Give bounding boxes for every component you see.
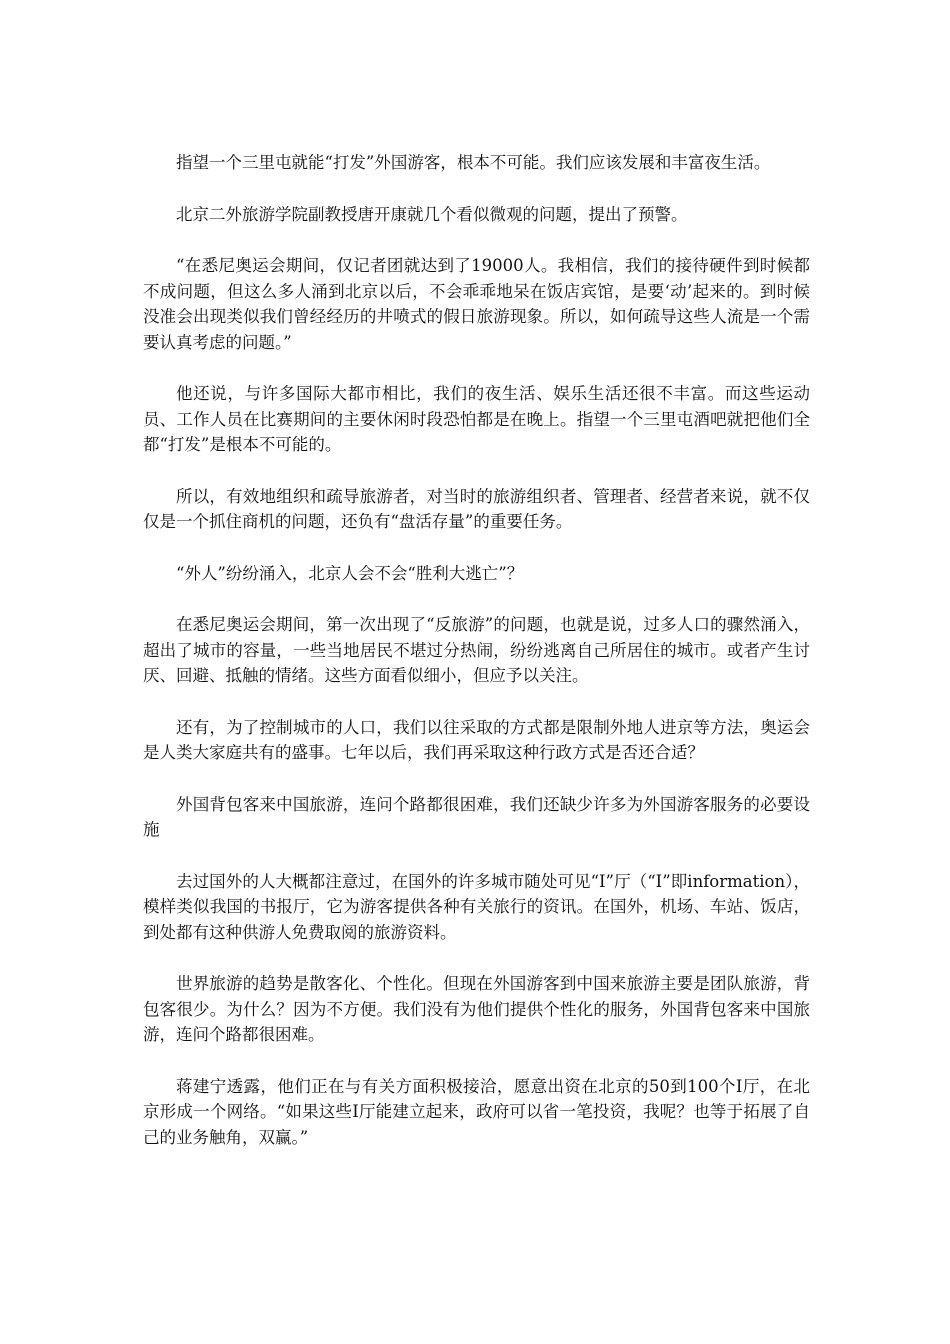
paragraph-8: 还有，为了控制城市的人口，我们以往采取的方式都是限制外地人进京等方法，奥运会是人类大家庭共有的盛事。七年以后，我们再采取这种行政方式是否还合适？	[143, 717, 810, 762]
paragraph-10: 去过国外的人大概都注意过，在国外的许多城市随处可见“I”厅（“I”即information），模样类似我国的书报厅，它为游客提供各种有关旅行的资讯。在国外，机场、车站、饭店，到处都有这种供游人免费取阅的旅游资料。	[143, 871, 810, 942]
paragraph-9: 外国背包客来中国旅游，连问个路都很困难，我们还缺少许多为外国游客服务的必要设施	[143, 794, 810, 839]
paragraph-2: 北京二外旅游学院副教授唐开康就几个看似微观的问题，提出了预警。	[176, 204, 688, 224]
paragraph-6: “外人”纷纷涌入，北京人会不会“胜利大逃亡”？	[176, 563, 524, 583]
paragraph-5: 所以，有效地组织和疏导旅游者，对当时的旅游组织者、管理者、经营者来说，就不仅仅是一个抓住商机的问题，还负有“盘活存量”的重要任务。	[143, 486, 810, 531]
paragraph-4: 他还说，与许多国际大都市相比，我们的夜生活、娱乐生活还很不丰富。而这些运动员、工作人员在比赛期间的主要休闲时段恐怕都是在晚上。指望一个三里屯酒吧就把他们全都“打发”是根本不可能的。	[143, 384, 810, 454]
paragraph-3: “在悉尼奥运会期间，仅记者团就达到了19000人。我相信，我们的接待硬件到时候都不成问题，但这么多人涌到北京以后，不会乖乖地呆在饭店宾馆，是要‘动’起来的。到时候没准会出现类似我们曾经经历的井喷式的假日旅游现象。所以，如何疏导这些人流是一个需要认真考虑的问题。”	[143, 256, 810, 352]
document-body	[143, 150, 810, 1176]
paragraph-11: 世界旅游的趋势是散客化、个性化。但现在外国游客到中国来旅游主要是团队旅游，背包客很少。为什么？因为不方便。我们没有为他们提供个性化的服务，外国背包客来中国旅游，连问个路都很困难。	[143, 974, 810, 1044]
paragraph-1: 指望一个三里屯就能“打发”外国游客，根本不可能。我们应该发展和丰富夜生活。	[176, 153, 771, 172]
paragraph-7: 在悉尼奥运会期间，第一次出现了“反旅游”的问题，也就是说，过多人口的骤然涌入，超出了城市的容量，一些当地居民不堪过分热闹，纷纷逃离自己所居住的城市。或者产生讨厌、回避、抵触的情绪。这些方面看似细小，但应予以关注。	[143, 615, 810, 685]
paragraph-12: 蒋建宁透露，他们正在与有关方面积极接洽，愿意出资在北京的50到100个I厅，在北京形成一个网络。“如果这些I厅能建立起来，政府可以省一笔投资，我呢？也等于拓展了自己的业务触角，双赢。”	[143, 1076, 810, 1147]
